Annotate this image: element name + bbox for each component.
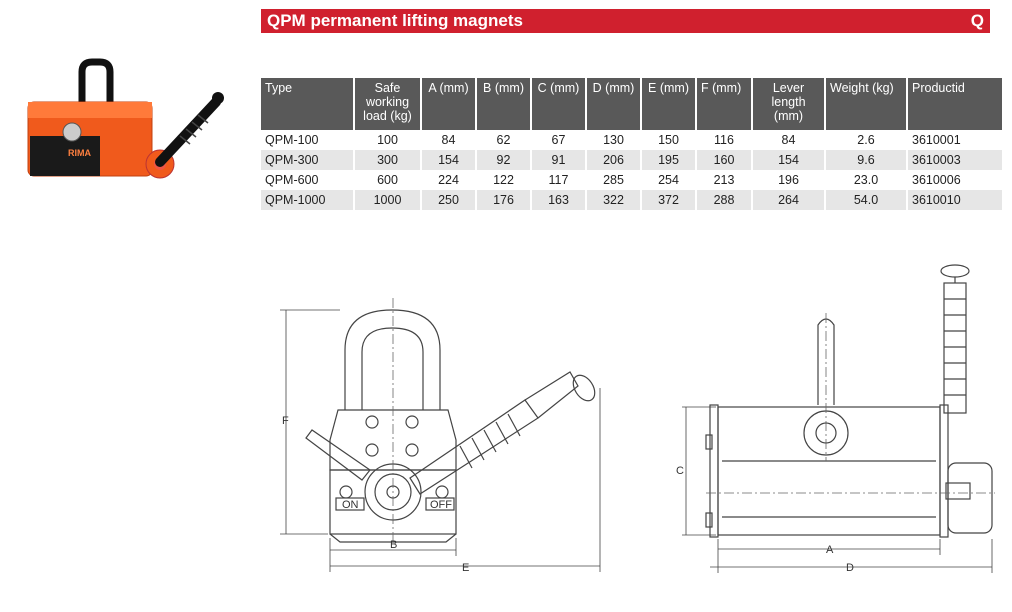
cell: 196 bbox=[753, 170, 826, 190]
on-label: ON bbox=[342, 499, 359, 511]
col-header: Productid bbox=[908, 78, 1002, 130]
cell: 300 bbox=[355, 150, 422, 170]
col-header: A (mm) bbox=[422, 78, 477, 130]
dim-f-label: F bbox=[282, 415, 289, 427]
cell: 67 bbox=[532, 130, 587, 150]
cell: 254 bbox=[642, 170, 697, 190]
dim-d-label: D bbox=[846, 562, 854, 574]
table-header-row bbox=[261, 78, 1002, 130]
cell: 288 bbox=[697, 190, 753, 210]
off-label: OFF bbox=[430, 499, 452, 511]
dim-a-label: A bbox=[826, 544, 834, 556]
cell: 84 bbox=[753, 130, 826, 150]
page-title: QPM permanent lifting magnets bbox=[267, 11, 523, 30]
col-header: Safe working load (kg) bbox=[355, 78, 422, 130]
cell: 9.6 bbox=[826, 150, 908, 170]
cell: 163 bbox=[532, 190, 587, 210]
col-header: F (mm) bbox=[697, 78, 753, 130]
dim-c-label: C bbox=[676, 465, 684, 477]
cell: 600 bbox=[355, 170, 422, 190]
cell: 213 bbox=[697, 170, 753, 190]
table-row bbox=[261, 170, 1002, 190]
cell: 264 bbox=[753, 190, 826, 210]
cell: QPM-300 bbox=[261, 150, 355, 170]
cell: QPM-600 bbox=[261, 170, 355, 190]
side-view-drawing bbox=[670, 255, 1000, 580]
cell: 92 bbox=[477, 150, 532, 170]
dim-b-label: B bbox=[390, 539, 398, 551]
cell: QPM-1000 bbox=[261, 190, 355, 210]
cell: 100 bbox=[355, 130, 422, 150]
cell: 54.0 bbox=[826, 190, 908, 210]
col-header: C (mm) bbox=[532, 78, 587, 130]
cell: 224 bbox=[422, 170, 477, 190]
photo-brand: RIMA bbox=[68, 148, 91, 158]
cell: 206 bbox=[587, 150, 642, 170]
cell: 3610010 bbox=[908, 190, 1002, 210]
cell: 250 bbox=[422, 190, 477, 210]
cell: 154 bbox=[753, 150, 826, 170]
cell: 3610003 bbox=[908, 150, 1002, 170]
col-header: Weight (kg) bbox=[826, 78, 908, 130]
table-row bbox=[261, 190, 1002, 210]
cell: 372 bbox=[642, 190, 697, 210]
spec-table bbox=[261, 78, 1002, 210]
cell: 91 bbox=[532, 150, 587, 170]
front-view-drawing bbox=[270, 290, 620, 580]
dim-e-label: E bbox=[462, 562, 470, 574]
cell: 122 bbox=[477, 170, 532, 190]
cell: 150 bbox=[642, 130, 697, 150]
col-header: D (mm) bbox=[587, 78, 642, 130]
cell: 285 bbox=[587, 170, 642, 190]
cell: 130 bbox=[587, 130, 642, 150]
cell: 2.6 bbox=[826, 130, 908, 150]
cell: 1000 bbox=[355, 190, 422, 210]
cell: 176 bbox=[477, 190, 532, 210]
cell: 23.0 bbox=[826, 170, 908, 190]
cell: 3610006 bbox=[912, 173, 961, 187]
col-header: Lever length (mm) bbox=[753, 78, 826, 130]
cell: 322 bbox=[587, 190, 642, 210]
cell: 62 bbox=[477, 130, 532, 150]
title-bar bbox=[261, 9, 990, 33]
cell: 117 bbox=[532, 170, 587, 190]
cell: QPM-100 bbox=[261, 130, 355, 150]
section-letter: Q bbox=[970, 11, 984, 30]
table-row bbox=[261, 130, 1002, 150]
table-row bbox=[261, 150, 1002, 170]
cell: 154 bbox=[422, 150, 477, 170]
cell: 160 bbox=[697, 150, 753, 170]
product-photo bbox=[20, 58, 230, 198]
cell: 84 bbox=[422, 130, 477, 150]
col-header: E (mm) bbox=[642, 78, 697, 130]
cell: 195 bbox=[642, 150, 697, 170]
col-header: Type bbox=[261, 78, 355, 130]
col-header: B (mm) bbox=[477, 78, 532, 130]
cell: 116 bbox=[697, 130, 753, 150]
cell: 3610001 bbox=[912, 133, 961, 147]
